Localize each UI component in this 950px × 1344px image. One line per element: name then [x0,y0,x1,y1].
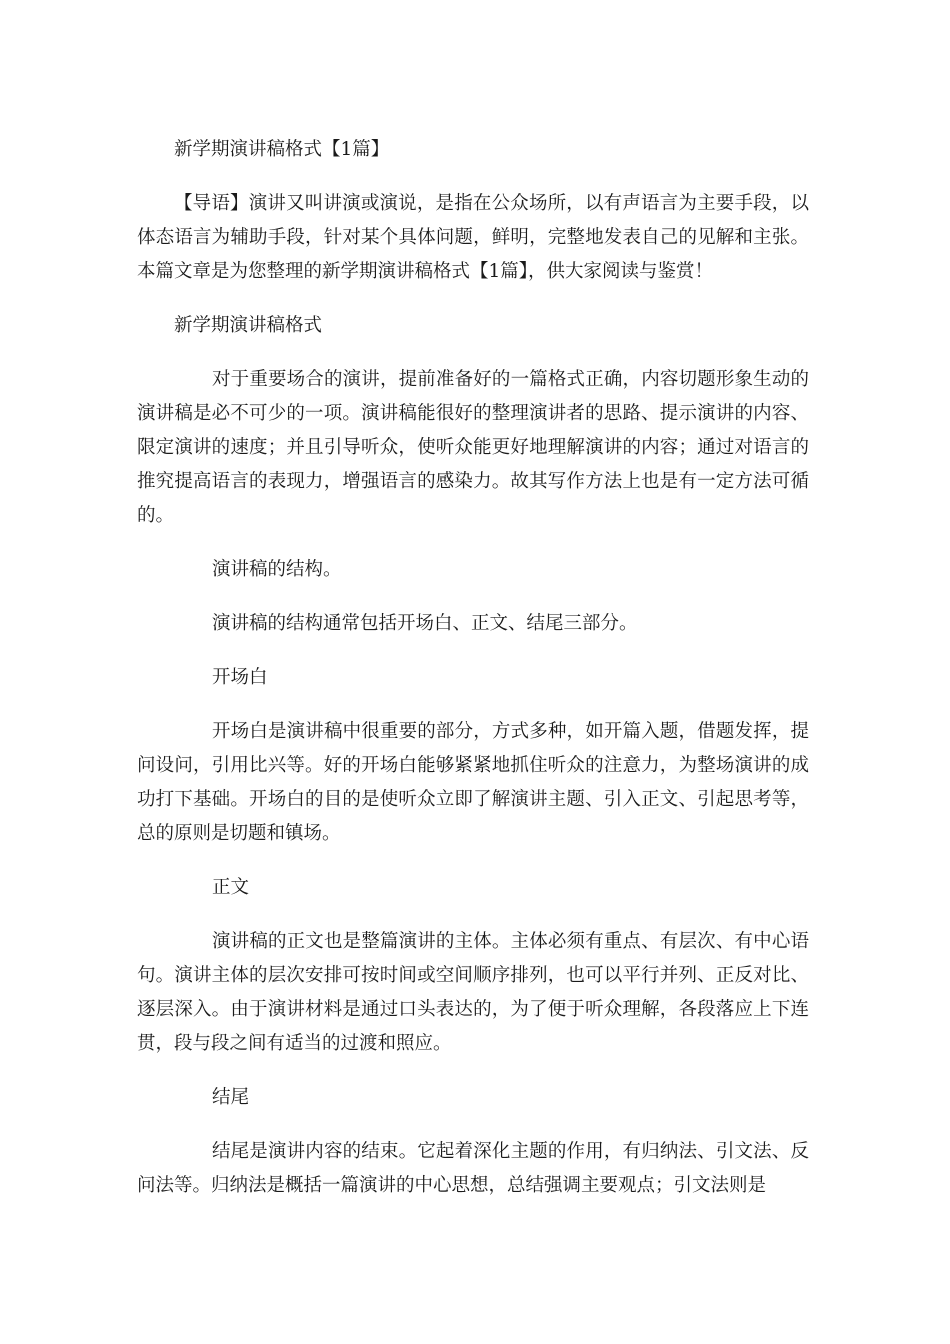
structure-text: 演讲稿的结构通常包括开场白、正文、结尾三部分。 [212,613,638,634]
opening-heading: 开场白 [212,667,268,688]
paragraph-purpose: 对于重要场合的演讲，提前准备好的一篇格式正确，内容切题形象生动的演讲稿是必不可少的一项。演讲稿能很好的整理演讲者的思路、提示演讲的内容、限定演讲的速度；并且引导听众，使听众能更好地理解演讲的内容；通过对语言的推究提高语言的表现力，增强语言的感染力。故其写作方法上也是有一定方法可循的。 [137,369,809,526]
body-heading: 正文 [212,877,250,898]
body-paragraph: 演讲稿的正文也是整篇演讲的主体。主体必须有重点、有层次、有中心语句。演讲主体的层次安排可按时间或空间顺序排列，也可以平行并列、正反对比、逐层深入。由于演讲材料是通过口头表达的，为了便于听众理解，各段落应上下连贯，段与段之间有适当的过渡和照应。 [137,931,809,1054]
document-body [137,133,809,1223]
ending-heading: 结尾 [212,1087,250,1108]
structure-heading: 演讲稿的结构。 [212,559,342,580]
intro-paragraph: 【导语】演讲又叫讲演或演说，是指在公众场所，以有声语言为主要手段，以体态语言为辅助手段，针对某个具体问题，鲜明，完整地发表自己的见解和主张。本篇文章是为您整理的新学期演讲稿格式【1篇】，供大家阅读与鉴赏！ [137,193,809,282]
opening-paragraph: 开场白是演讲稿中很重要的部分，方式多种，如开篇入题，借题发挥，提问设问，引用比兴等。好的开场白能够紧紧地抓住听众的注意力，为整场演讲的成功打下基础。开场白的目的是使听众立即了解演讲主题、引入正文、引起思考等，总的原则是切题和镇场。 [137,721,809,844]
section-title: 新学期演讲稿格式 [174,315,323,336]
ending-paragraph: 结尾是演讲内容的结束。它起着深化主题的作用，有归纳法、引文法、反问法等。归纳法是概括一篇演讲的中心思想，总结强调主要观点；引文法则是 [137,1141,809,1196]
document-title: 新学期演讲稿格式【1篇】 [174,139,390,160]
